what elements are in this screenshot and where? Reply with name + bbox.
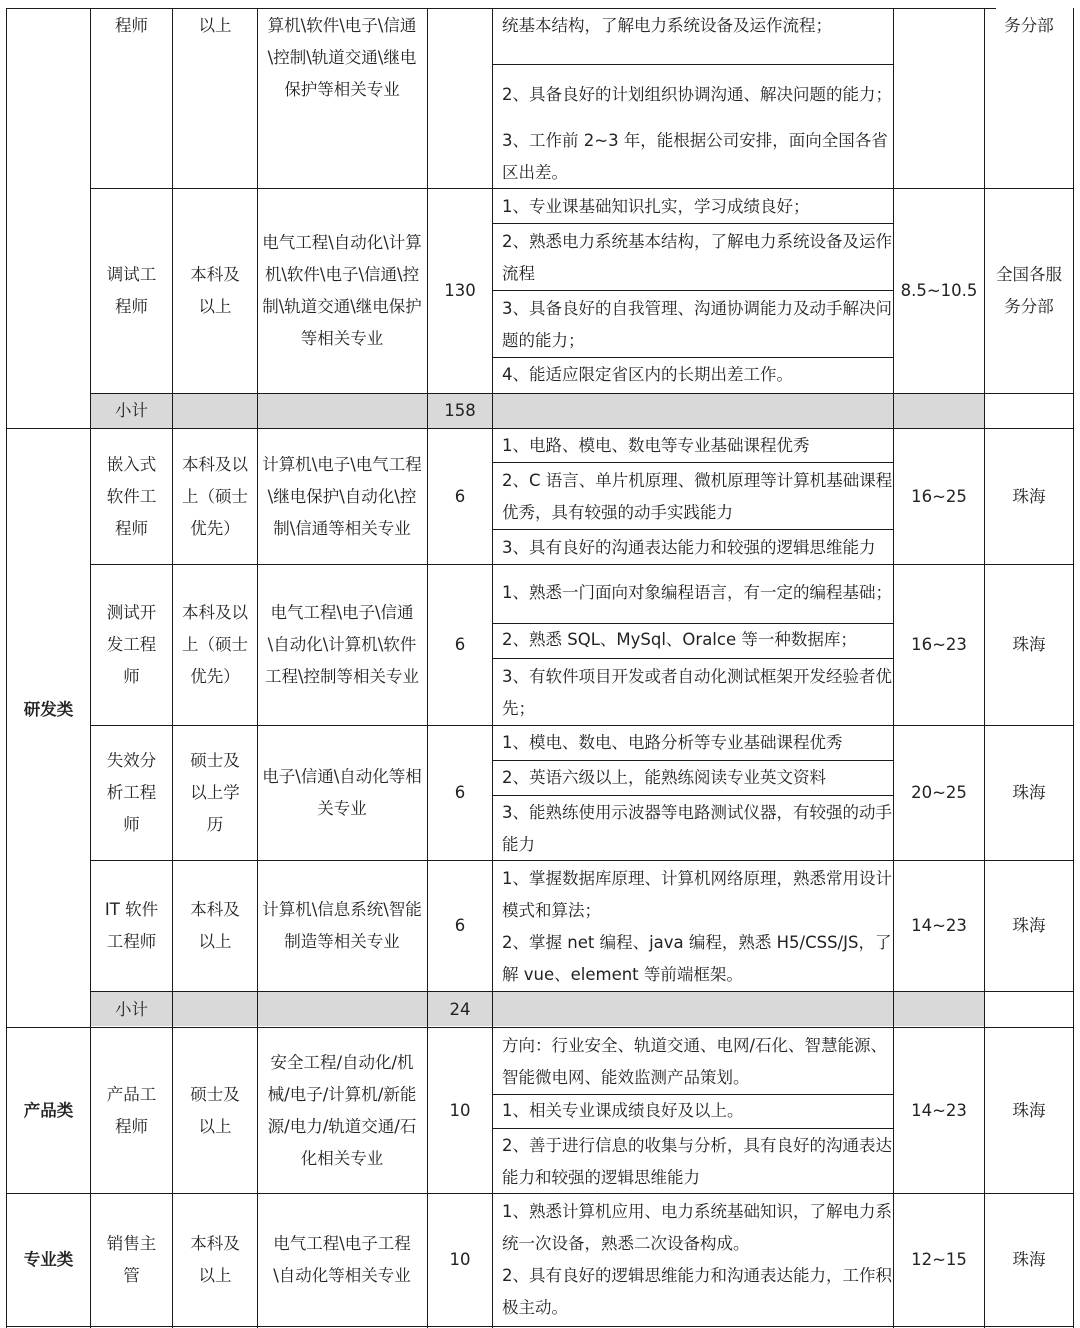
majors-text: 计算机\电子\电气工程\继电保护\自动化\控制\信通等相关专业: [262, 454, 422, 538]
salary-value: 16~25: [911, 486, 967, 506]
category-label: 产品类: [23, 1100, 74, 1120]
degree-text: 本科及以上（硕士优先）: [182, 454, 248, 538]
requirement-item: 2、善于进行信息的收集与分析，具有良好的沟通表达能力和较强的逻辑思维能力: [502, 1136, 892, 1187]
degree-text: 本科及以上: [190, 1234, 240, 1285]
requirement-item: 统基本结构，了解电力系统设备及运作流程；: [502, 16, 832, 35]
requirement-item: 1、模电、数电、电路分析等专业基础课程优秀: [502, 733, 843, 752]
position-cell: [100, 861, 163, 991]
position-cell: [103, 1194, 160, 1326]
position-name: IT 软件工程师: [104, 900, 159, 951]
position-name: 测试开发工程师: [106, 603, 157, 686]
subtotal-value: 24: [449, 999, 471, 1019]
grid-line: [6, 8, 996, 9]
majors-cell: [262, 189, 422, 393]
requirement-item: 3、工作前 2~3 年，能根据公司安排，面向全国各省区出差。: [502, 131, 888, 182]
requirement-item: 2、熟悉电力系统基本结构，了解电力系统设备及运作流程: [502, 232, 892, 283]
majors-cell: [262, 10, 422, 188]
subtotal-value: 158: [444, 401, 476, 420]
count-value: 6: [454, 783, 466, 802]
degree-text: 硕士及以上: [190, 1084, 240, 1136]
degree-cell: [180, 429, 250, 564]
grid-line: [492, 1128, 894, 1129]
location-text: 珠海: [1012, 783, 1046, 802]
degree-text: 本科及以上: [190, 900, 240, 951]
requirement-item: 2、具有良好的逻辑思维能力和沟通表达能力，工作积极主动。: [502, 1266, 892, 1317]
majors-cell: [266, 1194, 418, 1326]
requirement-item: 2、熟悉 SQL、MySql、Oralce 等一种数据库；: [502, 630, 857, 649]
grid-line: [492, 462, 894, 463]
salary-cell: [894, 565, 984, 725]
category-label: 专业类: [23, 1250, 74, 1269]
location-text: 全国各服务分部: [996, 265, 1062, 316]
grid-line: [492, 223, 894, 224]
position-cell: [103, 189, 160, 393]
salary-value: 14~23: [911, 916, 967, 935]
subtotal-row-fill: [91, 394, 984, 428]
location-text: 珠海: [1012, 1100, 1046, 1120]
location-cell: [985, 10, 1073, 188]
location-text: 珠海: [1012, 1250, 1046, 1269]
majors-cell: [262, 726, 422, 860]
majors-text: 电气工程\电子\信通\自动化\计算机\软件工程\控制等相关专业: [264, 603, 420, 686]
count-value: 6: [454, 916, 466, 935]
position-cell: [103, 429, 160, 564]
count-cell: [428, 1028, 492, 1193]
majors-cell: [262, 861, 422, 991]
grid-line: [90, 8, 91, 1328]
location-text: 珠海: [1012, 916, 1046, 935]
location-cell: [985, 429, 1073, 564]
degree-cell: [173, 10, 257, 188]
majors-cell: [264, 565, 420, 725]
subtotal-row-fill: [91, 992, 984, 1026]
location-cell: [994, 189, 1064, 393]
location-cell: [985, 1194, 1073, 1326]
location-text: 务分部: [1004, 16, 1054, 35]
location-text: 珠海: [1012, 486, 1046, 506]
count-cell: [428, 861, 492, 991]
count-cell: [428, 429, 492, 564]
position-name: 嵌入式软件工程师: [106, 454, 157, 538]
count-value: 6: [454, 635, 466, 654]
grid-line: [492, 529, 894, 530]
degree-cell: [183, 189, 247, 393]
grid-line: [90, 393, 1074, 394]
degree-cell: [183, 1194, 247, 1326]
majors-text: 电气工程\自动化\计算机\软件\电子\信通\控制\轨道交通\继电保护等相关专业: [262, 233, 422, 348]
location-cell: [985, 565, 1073, 725]
grid-line: [492, 357, 894, 358]
degree-text: 本科及以上: [190, 265, 240, 316]
requirement-item: 1、电路、模电、数电等专业基础课程优秀: [502, 436, 810, 455]
location-text: 珠海: [1012, 635, 1046, 654]
salary-cell: [894, 861, 984, 991]
location-cell: [985, 1028, 1073, 1193]
grid-line: [6, 1326, 1074, 1327]
salary-cell: [894, 1028, 984, 1193]
requirement-item: 2、具备良好的计划组织协调沟通、解决问题的能力；: [502, 85, 892, 104]
degree-text: 本科及以上（硕士优先）: [182, 603, 248, 686]
position-name: 产品工程师: [106, 1084, 157, 1136]
position-cell: [103, 1028, 160, 1193]
grid-line: [1073, 8, 1074, 1328]
degree-cell: [183, 861, 247, 991]
grid-line: [492, 658, 894, 659]
degree-text: 以上: [198, 16, 232, 35]
degree-cell: [184, 726, 246, 860]
requirement-item: 3、能熟练使用示波器等电路测试仪器，有较强的动手能力: [502, 803, 892, 854]
position-cell: [91, 10, 172, 188]
requirement-item: 2、英语六级以上，能熟练阅读专业英文资料: [502, 768, 826, 787]
majors-cell: [262, 429, 422, 564]
degree-text: 硕士及以上学历: [190, 751, 240, 834]
requirement-item: 方向：行业安全、轨道交通、电网/石化、智慧能源、智能微电网、能效监测产品策划。: [502, 1036, 888, 1087]
degree-cell: [180, 565, 250, 725]
count-cell: [428, 565, 492, 725]
grid-line: [257, 8, 258, 1328]
majors-text: 算机\软件\电子\信通\控制\轨道交通\继电保护等相关专业: [267, 16, 417, 99]
majors-text: 电子\信通\自动化等相关专业: [262, 767, 422, 818]
requirement-item: 1、掌握数据库原理、计算机网络原理，熟悉常用设计模式和算法；: [502, 869, 892, 920]
requirement-item: 4、能适应限定省区内的长期出差工作。: [502, 365, 793, 384]
location-cell: [985, 861, 1073, 991]
salary-value: 16~23: [911, 635, 967, 654]
grid-line: [90, 991, 1074, 992]
position-cell: [103, 726, 160, 860]
position-name: 程师: [115, 16, 148, 35]
count-value: 130: [444, 281, 476, 300]
count-value: 10: [449, 1100, 471, 1120]
category-label: 研发类: [23, 700, 74, 719]
position-name: 失效分析工程师: [106, 751, 157, 834]
requirement-item: 2、C 语言、单片机原理、微机原理等计算机基础课程优秀，具有较强的动手实践能力: [502, 471, 893, 522]
position-name: 调试工程师: [106, 265, 157, 316]
degree-cell: [183, 1028, 247, 1193]
majors-text: 电气工程\电子工程\自动化等相关专业: [273, 1234, 411, 1285]
salary-cell: [894, 189, 984, 393]
count-cell: [428, 189, 492, 393]
count-cell: [428, 1194, 492, 1326]
subtotal-label: 小计: [115, 999, 148, 1019]
location-cell: [985, 726, 1073, 860]
subtotal-label: 小计: [115, 401, 148, 420]
requirement-item: 1、相关专业课成绩良好及以上。: [502, 1101, 744, 1120]
majors-cell: [264, 1028, 420, 1193]
grid-line: [492, 795, 894, 796]
position-cell: [103, 565, 160, 725]
salary-value: 8.5~10.5: [900, 281, 978, 300]
requirement-item: 1、熟悉计算机应用、电力系统基础知识，了解电力系统一次设备，熟悉二次设备构成。: [502, 1202, 892, 1253]
requirement-item: 3、具有良好的沟通表达能力和较强的逻辑思维能力: [502, 538, 876, 557]
count-value: 6: [454, 486, 466, 506]
salary-value: 14~23: [911, 1100, 967, 1120]
grid-line: [172, 8, 173, 1328]
salary-cell: [894, 726, 984, 860]
majors-text: 计算机\信息系统\智能制造等相关专业: [262, 900, 422, 951]
salary-value: 12~15: [911, 1250, 967, 1269]
count-value: 10: [449, 1250, 471, 1269]
salary-cell: [894, 1194, 984, 1326]
majors-text: 安全工程/自动化/机械/电子/计算机/新能源/电力/轨道交通/石化相关专业: [267, 1052, 417, 1168]
count-cell: [428, 726, 492, 860]
requirement-item: 1、熟悉一门面向对象编程语言，有一定的编程基础；: [502, 583, 892, 602]
requirement-item: 2、掌握 net 编程、java 编程，熟悉 H5/CSS/JS，了解 vue、element 等前端框架。: [502, 933, 892, 984]
position-name: 销售主管: [106, 1234, 157, 1285]
salary-value: 20~25: [911, 783, 967, 802]
requirement-item: 3、有软件项目开发或者自动化测试框架开发经验者优先；: [502, 667, 892, 718]
requirement-item: 3、具备良好的自我管理、沟通协调能力及动手解决问题的能力；: [502, 299, 892, 350]
requirement-item: 1、专业课基础知识扎实，学习成绩良好；: [502, 197, 810, 216]
grid-line: [492, 64, 894, 65]
salary-cell: [894, 429, 984, 564]
grid-line: [492, 290, 894, 291]
grid-line: [492, 760, 894, 761]
